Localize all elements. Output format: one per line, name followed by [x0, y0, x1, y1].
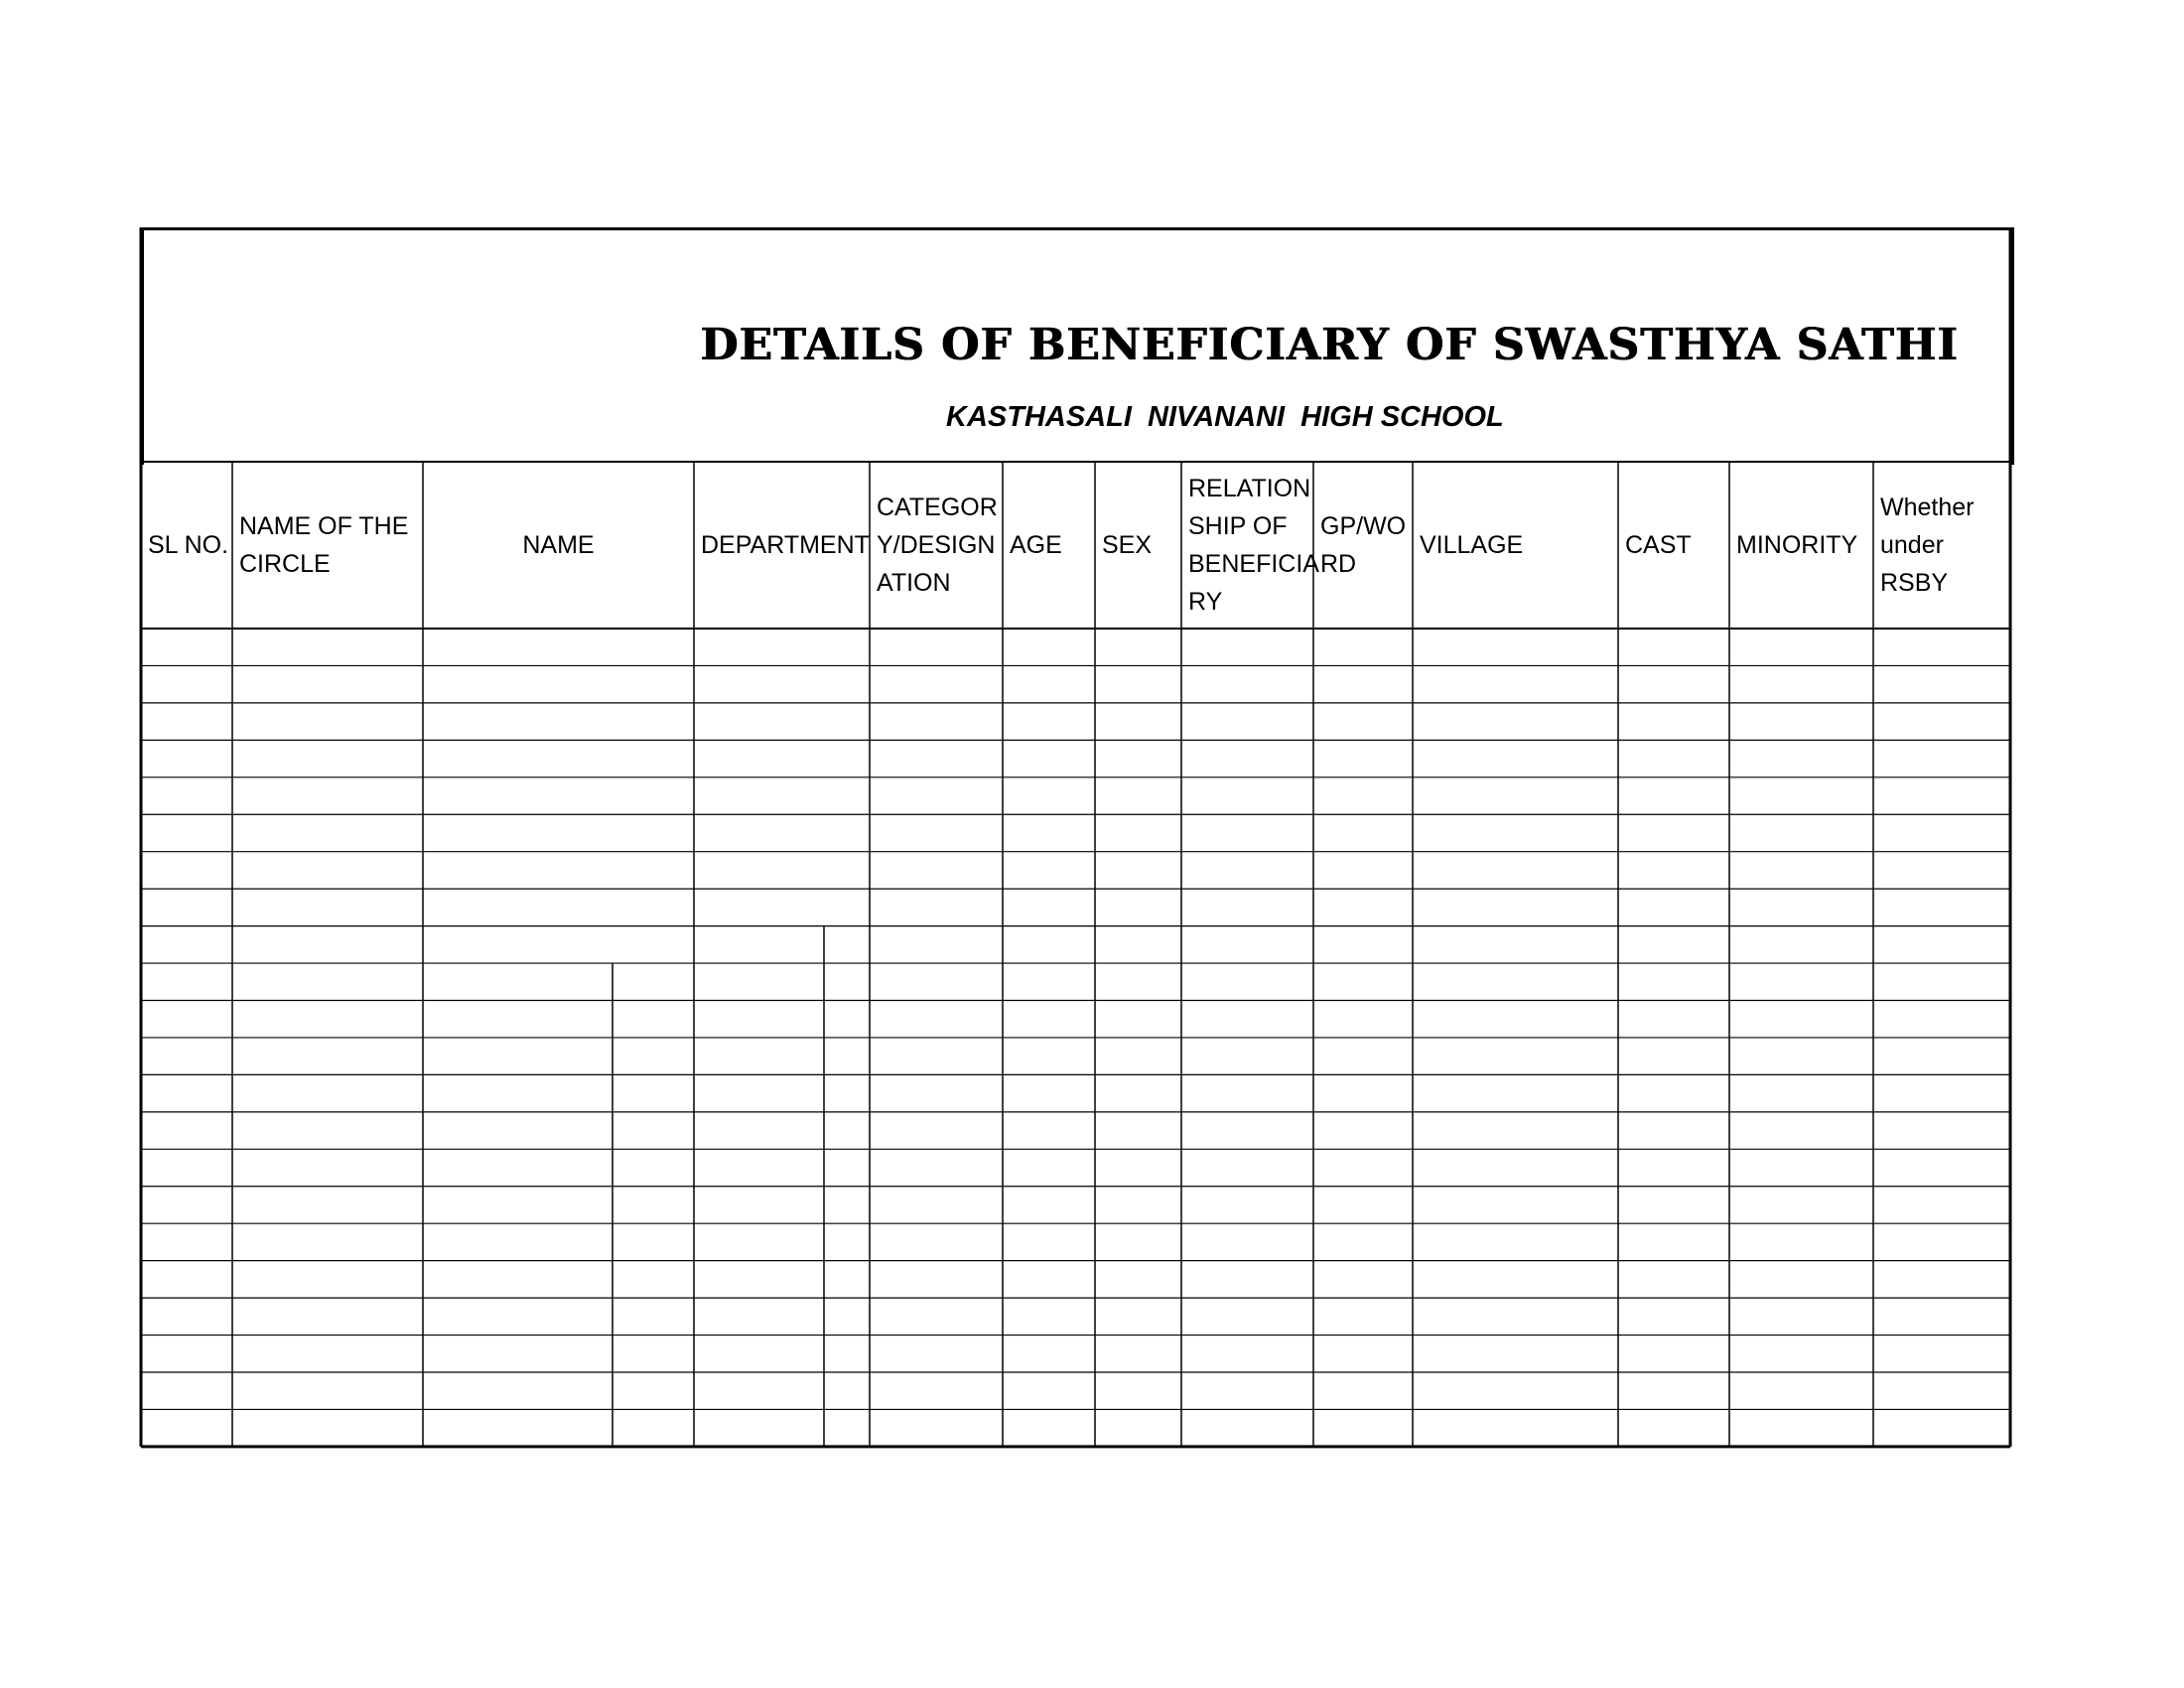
beneficiary-table-grid [141, 227, 2012, 1445]
col-header-circle: NAME OF THE CIRCLE [239, 512, 409, 578]
beneficiary-form [141, 227, 2012, 1445]
col-header-rsby: Whether under RSBY [1880, 493, 1975, 597]
col-header-category: CATEGOR Y/DESIGN ATION [877, 493, 998, 597]
col-header-minority: MINORITY [1736, 531, 1858, 559]
document-title: DETAILS OF BENEFICIARY OF SWASTHYA SATHI [700, 320, 1959, 370]
school-name: KASTHASALI NIVANANI HIGH SCHOOL [946, 401, 1504, 433]
col-header-sex: SEX [1102, 531, 1153, 559]
col-header-gp-word: GP/WO RD [1320, 512, 1407, 578]
col-header-age: AGE [1010, 531, 1062, 559]
col-header-cast: CAST [1625, 531, 1692, 559]
col-header-department: DEPARTMENT [701, 531, 870, 559]
col-header-relationship: RELATION SHIP OF BENEFICIA RY [1188, 475, 1319, 616]
col-header-village: VILLAGE [1420, 531, 1524, 559]
col-header-sl-no: SL NO. [148, 531, 229, 559]
col-header-name: NAME [522, 531, 595, 559]
